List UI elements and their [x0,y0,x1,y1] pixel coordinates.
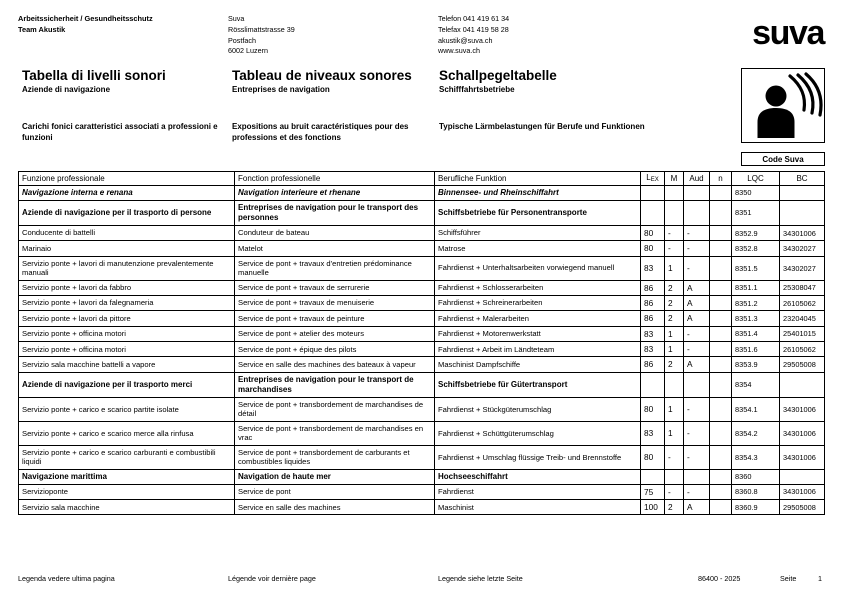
cell-lqc: 8351 [732,201,780,226]
cell-it: Servizio ponte + lavori da falegnameria [19,296,235,311]
contact-email: akustik@suva.ch [438,35,493,45]
department-line-2: Team Akustik [18,24,66,34]
cell-de: Fahrdienst + Schreinerarbeiten [435,296,641,311]
column-header-fr: Fonction professionelle [235,172,435,186]
cell-it: Servizio ponte + officina motori [19,326,235,341]
address-city: 6002 Luzern [228,46,268,56]
cell-m [665,469,684,484]
table-row [19,469,825,484]
cell-aud: - [684,226,710,241]
cell-bc: 29505008 [780,357,825,372]
cell-m: 1 [665,421,684,445]
department-block [18,14,228,35]
cell-fr: Service de pont + transbordement de carburants et combustibles liquides [235,445,435,469]
title-italian [22,68,227,95]
cell-lqc: 8360.8 [732,484,780,499]
cell-it: Servizio sala macchine [19,500,235,515]
code-suva-label: Code Suva [741,152,825,166]
cell-fr: Service de pont + travaux de peinture [235,311,435,326]
cell-aud: - [684,342,710,357]
cell-lex: 86 [641,357,665,372]
cell-de: Matrose [435,241,641,256]
cell-fr: Service de pont + épique des pilots [235,342,435,357]
table-row [19,280,825,295]
cell-it: Servizio ponte + officina motori [19,342,235,357]
cell-lqc: 8351.6 [732,342,780,357]
cell-bc: 34302027 [780,256,825,280]
title-french-main: Tableau de niveaux sonores [232,68,412,83]
cell-n [710,484,732,499]
cell-aud [684,372,710,397]
cell-lqc: 8353.9 [732,357,780,372]
column-header-bc: BC [780,172,825,186]
cell-de: Maschinist [435,500,641,515]
cell-n [710,357,732,372]
cell-aud [684,469,710,484]
cell-fr: Navigation interieure et rhenane [235,186,435,201]
contact-phone: Telefon 041 419 61 34 [438,14,510,23]
cell-m: 2 [665,296,684,311]
cell-lex [641,201,665,226]
cell-de: Hochseeschiffahrt [435,469,641,484]
cell-m: - [665,445,684,469]
cell-it: Marinaio [19,241,235,256]
cell-lex: 80 [641,226,665,241]
cell-n [710,469,732,484]
cell-lqc: 8351.4 [732,326,780,341]
title-italian-main: Tabella di livelli sonori [22,68,166,83]
cell-n [710,201,732,226]
cell-lqc: 8354.1 [732,397,780,421]
cell-aud: - [684,421,710,445]
cell-fr: Service de pont + transbordement de marchandises en vrac [235,421,435,445]
address-street: Rösslimattstrasse 39 [228,24,295,34]
table-row [19,484,825,499]
cell-aud: - [684,445,710,469]
cell-it: Servizio ponte + lavori di manutenzione prevalentemente manuali [19,256,235,280]
cell-m: - [665,241,684,256]
cell-lex: 86 [641,311,665,326]
suva-logo: suva [752,14,824,52]
title-italian-sub: Aziende di navigazione [22,84,111,94]
table-row [19,500,825,515]
cell-lex: 80 [641,241,665,256]
cell-de: Fahrdienst + Schüttgüterumschlag [435,421,641,445]
cell-lqc: 8352.8 [732,241,780,256]
cell-bc [780,201,825,226]
title-german-sub: Schifffahrtsbetriebe [439,84,515,94]
cell-bc: 26105062 [780,296,825,311]
cell-aud: A [684,500,710,515]
table-row [19,342,825,357]
cell-bc [780,186,825,201]
cell-n [710,186,732,201]
cell-aud: - [684,326,710,341]
column-header-lex [641,172,665,186]
cell-n [710,326,732,341]
cell-fr: Entreprises de navigation pour le transport des personnes [235,201,435,226]
subtitle-german: Typische Lärmbelastungen für Berufe und Funktionen [439,122,645,131]
address-postbox: Postfach [228,35,256,45]
cell-n [710,397,732,421]
cell-lqc: 8352.9 [732,226,780,241]
cell-fr: Service en salle des machines [235,500,435,515]
column-header-lqc: LQC [732,172,780,186]
table-row [19,256,825,280]
table-body [19,186,825,515]
cell-aud: - [684,484,710,499]
column-header-de: Berufliche Funktion [435,172,641,186]
table-row [19,357,825,372]
column-header-n: n [710,172,732,186]
cell-lqc: 8360.9 [732,500,780,515]
cell-lqc: 8351.3 [732,311,780,326]
cell-aud: - [684,241,710,256]
cell-lex: 75 [641,484,665,499]
cell-it: Servizio ponte + carico e scarico merce alla rinfusa [19,421,235,445]
cell-it: Aziende di navigazione per il trasporto merci [19,372,235,397]
cell-aud: A [684,311,710,326]
footer-legend-de: Legende siehe letzte Seite [438,574,523,583]
cell-m: 2 [665,280,684,295]
cell-it: Aziende di navigazione per il trasporto di persone [19,201,235,226]
cell-lex [641,372,665,397]
cell-fr: Conduteur de bateau [235,226,435,241]
cell-de: Fahrdienst + Arbeit im Ländteteam [435,342,641,357]
cell-lqc: 8351.5 [732,256,780,280]
cell-m: - [665,226,684,241]
footer-page-number: 1 [818,574,822,583]
document-footer [18,574,824,588]
cell-n [710,241,732,256]
person-with-sound-waves-icon [742,69,823,141]
cell-bc: 34301006 [780,397,825,421]
footer-doc-number: 86400 - 2025 [698,574,741,583]
cell-it: Servizio ponte + lavori da fabbro [19,280,235,295]
contact-website: www.suva.ch [438,46,480,56]
cell-n [710,226,732,241]
cell-fr: Service de pont [235,484,435,499]
table-row [19,397,825,421]
cell-m [665,186,684,201]
cell-de: Maschinist Dampfschiffe [435,357,641,372]
table-row [19,186,825,201]
cell-lex [641,186,665,201]
cell-lex: 86 [641,296,665,311]
cell-n [710,372,732,397]
cell-aud: A [684,357,710,372]
footer-legend-fr: Légende voir dernière page [228,574,316,583]
title-german [439,68,699,95]
cell-m: 2 [665,311,684,326]
table-row [19,201,825,226]
cell-de: Fahrdienst [435,484,641,499]
cell-aud [684,186,710,201]
cell-n [710,311,732,326]
cell-lex: 86 [641,280,665,295]
cell-de: Fahrdienst + Malerarbeiten [435,311,641,326]
cell-n [710,280,732,295]
cell-it: Servizio ponte + lavori da pittore [19,311,235,326]
cell-bc: 34301006 [780,445,825,469]
contact-fax: Telefax 041 419 58 28 [438,24,509,34]
cell-lqc: 8354.2 [732,421,780,445]
cell-it: Servizio ponte + carico e scarico partite isolate [19,397,235,421]
cell-bc [780,469,825,484]
sound-levels-table [18,171,825,515]
cell-de: Fahrdienst + Schlosserarbeiten [435,280,641,295]
column-header-it: Funzione professionale [19,172,235,186]
cell-n [710,342,732,357]
department-line-1: Arbeitssicherheit / Gesundheitsschutz [18,14,153,23]
column-header-m: M [665,172,684,186]
subtitle-french: Expositions au bruit caractéristiques pour des professions et des fonctions [232,122,409,142]
footer-page-label: Seite [780,574,797,583]
cell-bc: 34302027 [780,241,825,256]
lex-subscript: EX [650,177,659,184]
cell-lex: 80 [641,445,665,469]
table-header-row [19,172,825,186]
table-row [19,445,825,469]
cell-n [710,421,732,445]
document-header [18,14,824,66]
cell-fr: Navigation de haute mer [235,469,435,484]
cell-it: Servizio sala macchine battelli a vapore [19,357,235,372]
cell-m [665,372,684,397]
cell-fr: Matelot [235,241,435,256]
footer-legend-it: Legenda vedere ultima pagina [18,574,115,583]
subtitle-italian: Carichi fonici caratteristici associati a professioni e funzioni [22,122,218,142]
cell-it: Servizioponte [19,484,235,499]
cell-m: - [665,484,684,499]
cell-lex: 80 [641,397,665,421]
cell-m: 2 [665,500,684,515]
cell-m: 1 [665,256,684,280]
cell-lex [641,469,665,484]
title-german-main: Schallpegeltabelle [439,68,557,83]
table-row [19,311,825,326]
table-row [19,226,825,241]
cell-aud: A [684,280,710,295]
column-header-aud: Aud [684,172,710,186]
cell-aud: A [684,296,710,311]
cell-it: Conducente di battelli [19,226,235,241]
cell-lex: 83 [641,326,665,341]
cell-de: Fahrdienst + Unterhaltsarbeiten vorwiegend manuell [435,256,641,280]
cell-lqc: 8351.2 [732,296,780,311]
contact-block [438,14,658,57]
cell-bc: 34301006 [780,226,825,241]
cell-bc: 34301006 [780,484,825,499]
cell-de: Schiffsbetriebe für Personentransporte [435,201,641,226]
cell-de: Schiffsführer [435,226,641,241]
cell-it: Navigazione interna e renana [19,186,235,201]
cell-aud: - [684,397,710,421]
cell-it: Navigazione marittima [19,469,235,484]
cell-de: Fahrdienst + Motorenwerkstatt [435,326,641,341]
cell-m: 1 [665,342,684,357]
cell-de: Binnensee- und Rheinschiffahrt [435,186,641,201]
lex-base: L [646,173,651,183]
cell-fr: Service de pont + travaux d'entretien prédominance manuelle [235,256,435,280]
table-row [19,296,825,311]
title-french [232,68,437,95]
cell-lqc: 8354.3 [732,445,780,469]
cell-bc: 26105062 [780,342,825,357]
cell-fr: Entreprises de navigation pour le transport de marchandises [235,372,435,397]
cell-fr: Service en salle des machines des bateaux à vapeur [235,357,435,372]
cell-lex: 100 [641,500,665,515]
cell-m: 1 [665,326,684,341]
cell-m: 1 [665,397,684,421]
cell-lqc: 8350 [732,186,780,201]
table-row [19,421,825,445]
cell-de: Fahrdienst + Stückgüterumschlag [435,397,641,421]
cell-lex: 83 [641,342,665,357]
table-row [19,372,825,397]
cell-aud [684,201,710,226]
cell-bc [780,372,825,397]
cell-bc: 23204045 [780,311,825,326]
table-row [19,241,825,256]
cell-lqc: 8354 [732,372,780,397]
cell-fr: Service de pont + travaux de serrurerie [235,280,435,295]
address-company: Suva [228,14,245,23]
cell-lqc: 8351.1 [732,280,780,295]
cell-bc: 34301006 [780,421,825,445]
title-french-sub: Entreprises de navigation [232,84,330,94]
cell-n [710,445,732,469]
address-block [228,14,428,57]
cell-fr: Service de pont + travaux de menuiserie [235,296,435,311]
cell-lex: 83 [641,421,665,445]
cell-bc: 25401015 [780,326,825,341]
cell-aud: - [684,256,710,280]
cell-n [710,296,732,311]
cell-lex: 83 [641,256,665,280]
cell-bc: 25308047 [780,280,825,295]
cell-fr: Service de pont + atelier des moteurs [235,326,435,341]
cell-n [710,256,732,280]
cell-it: Servizio ponte + carico e scarico carburanti e combustibili liquidi [19,445,235,469]
pictogram-frame [741,68,825,143]
cell-n [710,500,732,515]
cell-lqc: 8360 [732,469,780,484]
cell-bc: 29505008 [780,500,825,515]
cell-m: 2 [665,357,684,372]
cell-m [665,201,684,226]
cell-de: Fahrdienst + Umschlag flüssige Treib- und Brennstoffe [435,445,641,469]
title-block [22,68,742,98]
cell-de: Schiffsbetriebe für Gütertransport [435,372,641,397]
cell-fr: Service de pont + transbordement de marchandises de détail [235,397,435,421]
table-row [19,326,825,341]
